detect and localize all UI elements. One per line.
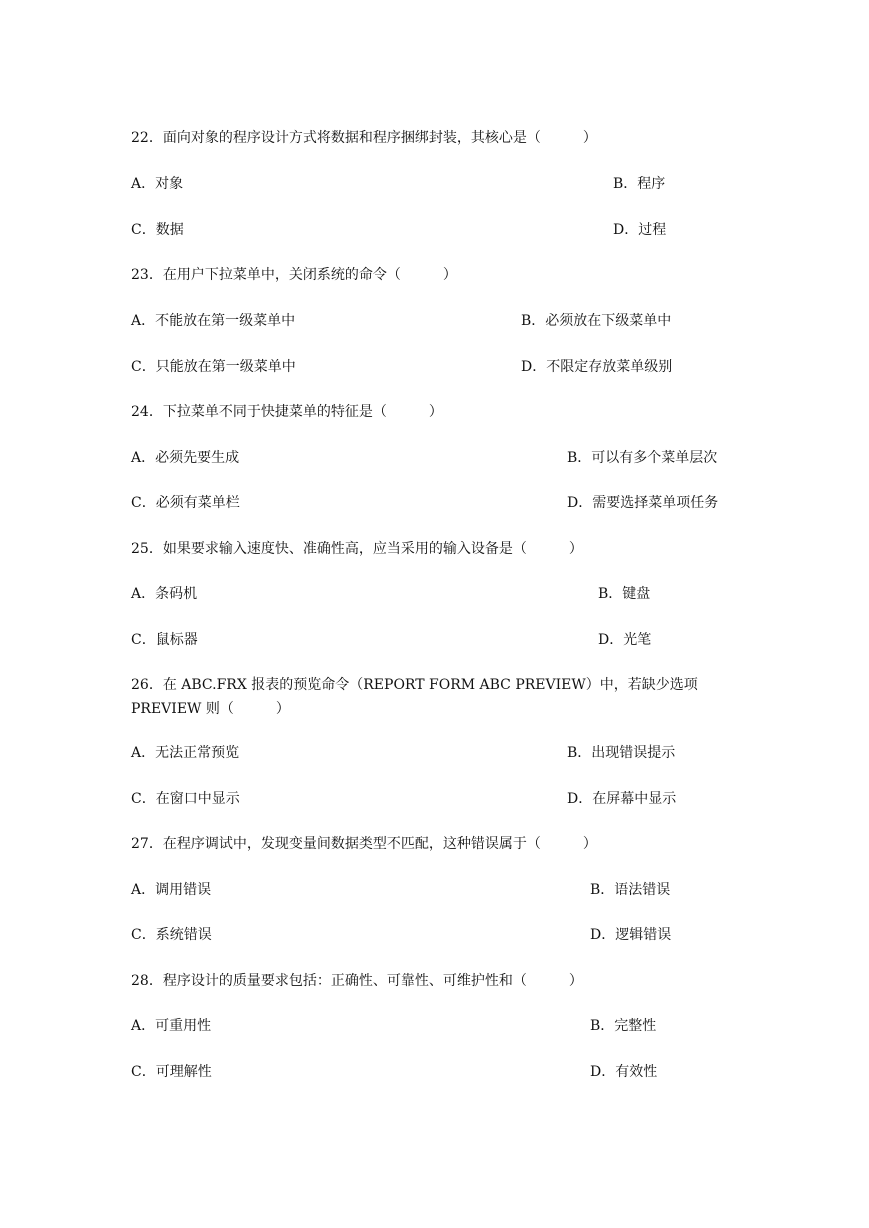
question-23-option-a: A．不能放在第一级菜单中 bbox=[131, 313, 296, 329]
question-28-option-b: B．完整性 bbox=[590, 1018, 657, 1034]
question-24-option-d: D．需要选择菜单项任务 bbox=[567, 495, 719, 511]
question-25-option-c: C．鼠标器 bbox=[131, 632, 198, 648]
question-23-option-b: B．必须放在下级菜单中 bbox=[521, 313, 672, 329]
question-23-stem: 23．在用户下拉菜单中，关闭系统的命令（ ） bbox=[131, 267, 457, 283]
question-27-option-b: B．语法错误 bbox=[590, 882, 671, 898]
question-28-option-a: A．可重用性 bbox=[131, 1018, 212, 1034]
question-26-option-b: B．出现错误提示 bbox=[567, 745, 676, 761]
question-22-option-a: A．对象 bbox=[131, 176, 184, 192]
question-26-option-d: D．在屏幕中显示 bbox=[567, 791, 677, 807]
question-22-option-b: B．程序 bbox=[613, 176, 666, 192]
question-26-option-c: C．在窗口中显示 bbox=[131, 791, 240, 807]
question-22-stem: 22．面向对象的程序设计方式将数据和程序捆绑封装，其核心是（ ） bbox=[131, 130, 597, 146]
question-24-option-a: A．必须先要生成 bbox=[131, 450, 240, 466]
question-27-option-c: C．系统错误 bbox=[131, 927, 212, 943]
question-27-option-d: D．逻辑错误 bbox=[590, 927, 672, 943]
question-25-option-a: A．条码机 bbox=[131, 586, 198, 602]
question-22-option-d: D．过程 bbox=[613, 222, 667, 238]
question-25-stem: 25．如果要求输入速度快、准确性高，应当采用的输入设备是（ ） bbox=[131, 541, 583, 557]
question-23-option-c: C．只能放在第一级菜单中 bbox=[131, 359, 296, 375]
question-28-stem: 28．程序设计的质量要求包括：正确性、可靠性、可维护性和（ ） bbox=[131, 973, 583, 989]
question-24-option-c: C．必须有菜单栏 bbox=[131, 495, 240, 511]
question-23-option-d: D．不限定存放菜单级别 bbox=[521, 359, 673, 375]
question-26-option-a: A．无法正常预览 bbox=[131, 745, 240, 761]
question-24-stem: 24．下拉菜单不同于快捷菜单的特征是（ ） bbox=[131, 404, 443, 420]
question-25-option-d: D．光笔 bbox=[598, 632, 652, 648]
question-26-stem: 26．在 ABC.FRX 报表的预览命令（REPORT FORM ABC PREVIEW）中，若缺少选项 PREVIEW 则（ ） bbox=[131, 677, 698, 717]
question-28-option-d: D．有效性 bbox=[590, 1064, 658, 1080]
question-28-option-c: C．可理解性 bbox=[131, 1064, 212, 1080]
question-24-option-b: B．可以有多个菜单层次 bbox=[567, 450, 718, 466]
question-22-option-c: C．数据 bbox=[131, 222, 184, 238]
question-27-option-a: A．调用错误 bbox=[131, 882, 212, 898]
question-27-stem: 27．在程序调试中，发现变量间数据类型不匹配，这种错误属于（ ） bbox=[131, 836, 597, 852]
question-25-option-b: B．键盘 bbox=[598, 586, 651, 602]
